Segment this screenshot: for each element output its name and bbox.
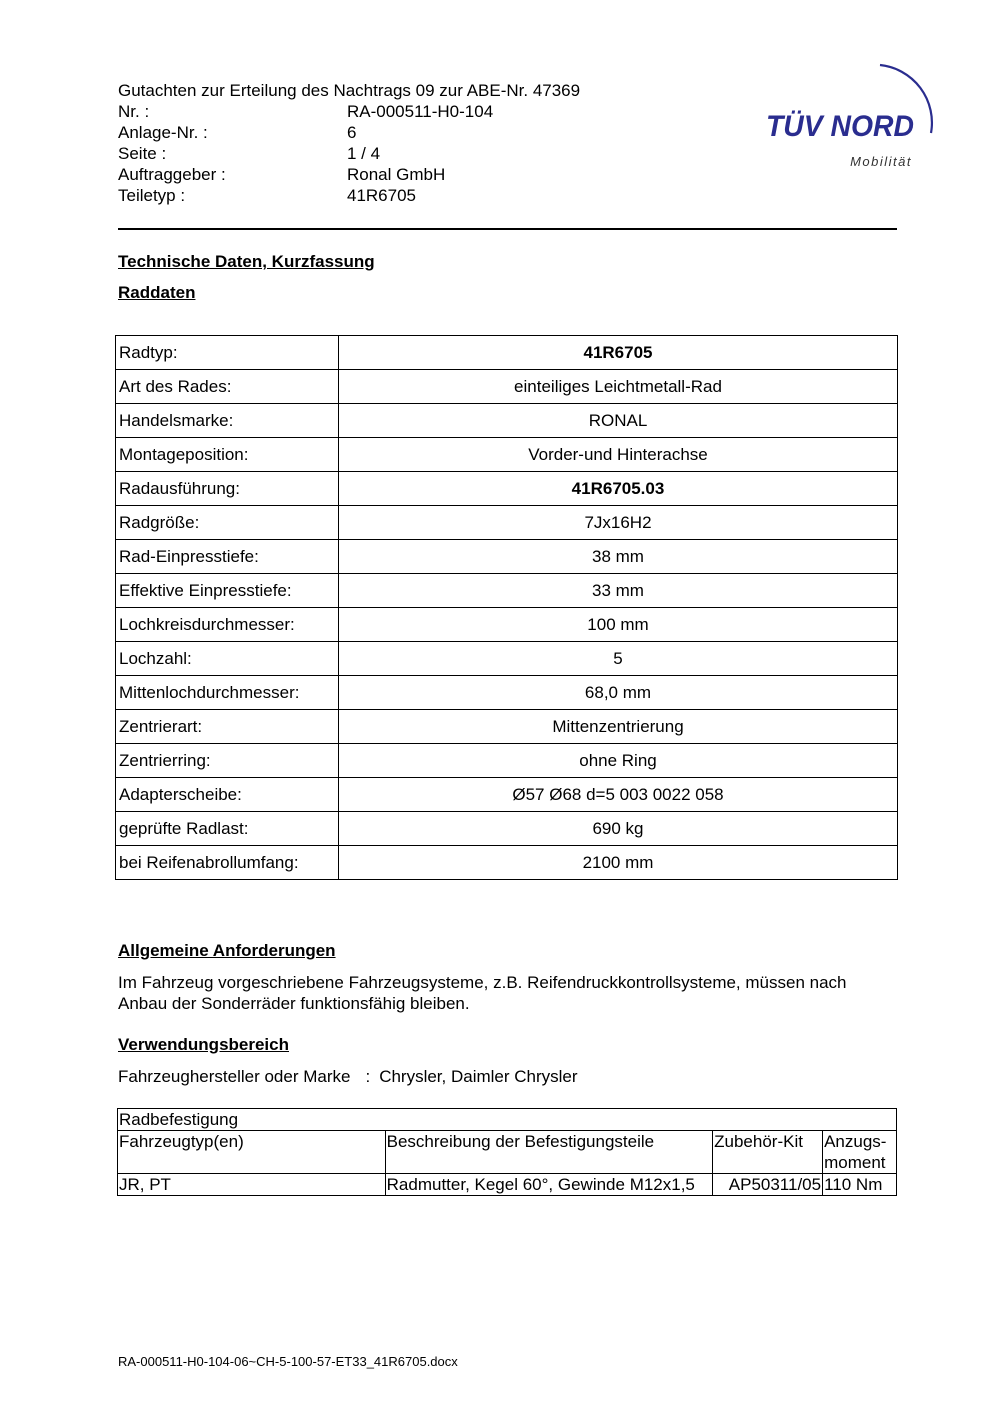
table-cell: 110 Nm xyxy=(823,1174,897,1196)
raddaten-value: 33 mm xyxy=(339,574,898,608)
table-row xyxy=(116,744,898,778)
raddaten-value: ohne Ring xyxy=(339,744,898,778)
table-row xyxy=(116,710,898,744)
header-field-row xyxy=(118,122,580,143)
raddaten-value: 38 mm xyxy=(339,540,898,574)
header-cell xyxy=(823,1131,897,1174)
raddaten-value: 7Jx16H2 xyxy=(339,506,898,540)
raddaten-key: Zentrierart: xyxy=(116,710,339,744)
logo-brand-text: TÜV NORD xyxy=(766,110,914,143)
raddaten-value: 690 kg xyxy=(339,812,898,846)
raddaten-key: Mittenlochdurchmesser: xyxy=(116,676,339,710)
header-cell: Beschreibung der Befestigungsteile xyxy=(385,1131,713,1174)
header-field-label: Nr. : xyxy=(118,102,150,121)
raddaten-value: Mittenzentrierung xyxy=(339,710,898,744)
raddaten-key: Art des Rades: xyxy=(116,370,339,404)
table-row xyxy=(116,642,898,676)
table-row xyxy=(116,812,898,846)
raddaten-key: Radgröße: xyxy=(116,506,339,540)
header-cell: Fahrzeugtyp(en) xyxy=(118,1131,386,1174)
table-row xyxy=(116,778,898,812)
raddaten-value: 2100 mm xyxy=(339,846,898,880)
table-row xyxy=(116,574,898,608)
header-field-row xyxy=(118,164,580,185)
tuev-nord-logo xyxy=(762,58,942,170)
header-field-label: Auftraggeber : xyxy=(118,165,226,184)
table-row xyxy=(116,846,898,880)
raddaten-value: 68,0 mm xyxy=(339,676,898,710)
logo-subtitle: Mobilität xyxy=(850,154,912,169)
header-field-label: Seite : xyxy=(118,144,167,163)
table-row xyxy=(116,540,898,574)
raddaten-key: bei Reifenabrollumfang: xyxy=(116,846,339,880)
section-heading-raddaten: Raddaten xyxy=(118,283,196,302)
raddaten-key: geprüfte Radlast: xyxy=(116,812,339,846)
table-cell: JR, PT xyxy=(118,1174,386,1196)
raddaten-key: Handelsmarke: xyxy=(116,404,339,438)
radbefestigung-header-row xyxy=(118,1131,897,1174)
raddaten-value: 41R6705.03 xyxy=(339,472,898,506)
section-heading-technical-data: Technische Daten, Kurzfassung xyxy=(118,252,375,271)
header-field-row xyxy=(118,185,580,206)
manufacturer-label: Fahrzeughersteller oder Marke xyxy=(118,1067,351,1086)
header-field-label: Anlage-Nr. : xyxy=(118,123,208,142)
raddaten-value: 5 xyxy=(339,642,898,676)
table-row xyxy=(116,608,898,642)
table-cell: Radmutter, Kegel 60°, Gewinde M12x1,5 xyxy=(385,1174,713,1196)
radbefestigung-table xyxy=(117,1108,897,1196)
header-field-value: RA-000511-H0-104 xyxy=(347,102,494,121)
raddaten-key: Rad-Einpresstiefe: xyxy=(116,540,339,574)
document-header xyxy=(118,80,580,206)
table-cell: AP50311/05 xyxy=(713,1174,823,1196)
raddaten-value: RONAL xyxy=(339,404,898,438)
header-field-value: Ronal GmbH xyxy=(347,165,446,184)
table-row xyxy=(116,404,898,438)
table-row xyxy=(118,1174,897,1196)
header-field-value: 1 / 4 xyxy=(347,144,381,163)
table-row xyxy=(116,676,898,710)
raddaten-key: Radausführung: xyxy=(116,472,339,506)
table-row xyxy=(116,370,898,404)
manufacturer-line xyxy=(118,1067,578,1087)
raddaten-key: Lochzahl: xyxy=(116,642,339,676)
raddaten-key: Montageposition: xyxy=(116,438,339,472)
raddaten-table xyxy=(115,335,898,880)
table-row xyxy=(116,336,898,370)
radbefestigung-title: Radbefestigung xyxy=(118,1109,897,1131)
raddaten-value: einteiliges Leichtmetall-Rad xyxy=(339,370,898,404)
raddaten-value: Ø57 Ø68 d=5 003 0022 058 xyxy=(339,778,898,812)
raddaten-key: Lochkreisdurchmesser: xyxy=(116,608,339,642)
header-field-value: 41R6705 xyxy=(347,186,417,205)
tuev-nord-logo-graphic xyxy=(762,58,942,170)
header-field-value: 6 xyxy=(347,123,357,142)
table-row xyxy=(116,438,898,472)
allgemein-text: Im Fahrzeug vorgeschriebene Fahrzeugsysteme, z.B. Reifendruckkontrollsysteme, müssen nach Anbau der Sonderräder funktionsfähig bleiben. xyxy=(118,973,847,1013)
document-title: Gutachten zur Erteilung des Nachtrags 09 zur ABE-Nr. 47369 xyxy=(118,81,581,100)
section-heading-allgemein: Allgemeine Anforderungen xyxy=(118,941,336,960)
header-cell: Zubehör-Kit xyxy=(713,1131,823,1174)
radbefestigung-title-row xyxy=(118,1109,897,1131)
raddaten-value: 41R6705 xyxy=(339,336,898,370)
raddaten-key: Radtyp: xyxy=(116,336,339,370)
raddaten-key: Adapterscheibe: xyxy=(116,778,339,812)
manufacturer-separator: : xyxy=(365,1067,371,1086)
table-row xyxy=(116,472,898,506)
header-field-label: Teiletyp : xyxy=(118,186,186,205)
raddaten-key: Zentrierring: xyxy=(116,744,339,778)
header-fields xyxy=(118,101,580,206)
raddaten-value: Vorder-und Hinterachse xyxy=(339,438,898,472)
header-field-row xyxy=(118,143,580,164)
raddaten-key: Effektive Einpresstiefe: xyxy=(116,574,339,608)
table-row xyxy=(116,506,898,540)
header-divider xyxy=(118,228,897,230)
header-field-row xyxy=(118,101,580,122)
footer-filename: RA-000511-H0-104-06~CH-5-100-57-ET33_41R6705.docx xyxy=(118,1354,458,1369)
section-heading-verwendungsbereich: Verwendungsbereich xyxy=(118,1035,289,1054)
manufacturer-value: Chrysler, Daimler Chrysler xyxy=(379,1067,578,1086)
raddaten-value: 100 mm xyxy=(339,608,898,642)
anzugsmoment-header: Anzugs-moment xyxy=(824,1132,887,1172)
